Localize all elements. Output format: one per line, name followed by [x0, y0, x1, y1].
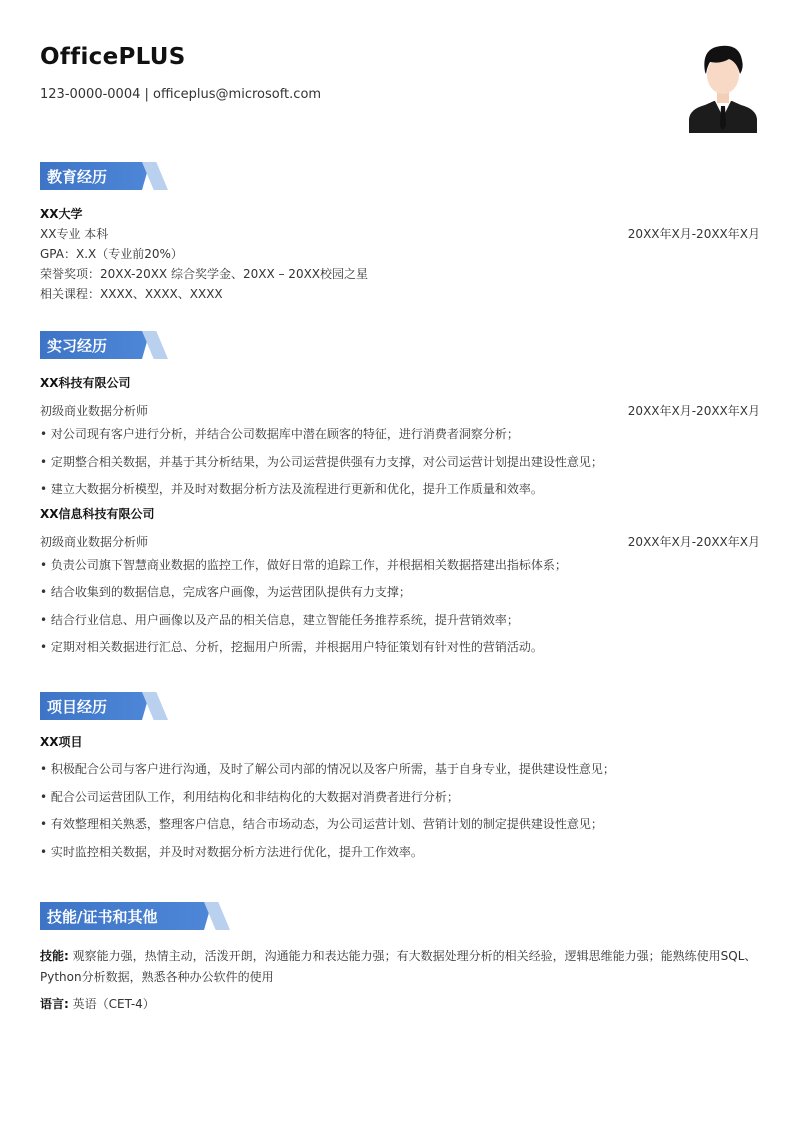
section-header — [40, 162, 760, 190]
company-name: XX信息科技有限公司 — [40, 506, 155, 521]
language-label: 语言: — [40, 997, 69, 1011]
role-line — [40, 532, 760, 552]
major-line — [40, 224, 760, 244]
role-text: 初级商业数据分析师 — [40, 534, 149, 549]
list-item: • 结合收集到的数据信息，完成客户画像，为运营团队提供有力支撑； — [40, 585, 411, 599]
skills-section — [40, 902, 760, 1014]
language-line — [40, 994, 760, 1014]
gpa-line: GPA：X.X（专业前20%） — [40, 247, 183, 261]
section-title: 实习经历 — [47, 337, 108, 355]
role-text: 初级商业数据分析师 — [40, 404, 149, 418]
education-section — [40, 162, 760, 304]
skills-label: 技能: — [40, 949, 69, 963]
section-title: 教育经历 — [47, 168, 108, 186]
list-item: • 对公司现有客户进行分析，并结合公司数据库中潜在顾客的特征，进行消费者洞察分析； — [40, 427, 519, 441]
list-item: • 有效整理相关熟悉，整理客户信息，结合市场动态，为公司运营计划、营销计划的制定提供建设性意见； — [40, 817, 603, 831]
education-date: 20XX年X月-20XX年X月 — [627, 227, 760, 241]
list-item: • 定期对相关数据进行汇总、分析，挖掘用户所需，并根据用户特征策划有针对性的营销活动。 — [40, 640, 543, 654]
list-item: • 配合公司运营团队工作，利用结构化和非结构化的大数据对消费者进行分析； — [40, 789, 459, 804]
list-item: • 积极配合公司与客户进行沟通，及时了解公司内部的情况以及客户所需，基于自身专业，提供建设性意见； — [40, 762, 615, 776]
language-text: 英语（CET-4） — [72, 997, 155, 1011]
project-section — [40, 692, 760, 866]
company-name: XX科技有限公司 — [40, 376, 131, 390]
avatar-icon — [687, 40, 759, 133]
job-date: 20XX年X月-20XX年X月 — [627, 404, 760, 418]
list-item: • 负责公司旗下智慧商业数据的监控工作，做好日常的追踪工作，并根据相关数据搭建出指标体系； — [40, 557, 567, 572]
candidate-name: OfficePLUS — [40, 44, 186, 70]
list-item: • 定期整合相关数据，并基于其分析结果，为公司运营提供强有力支撑，对公司运营计划提出建设性意见； — [40, 454, 603, 469]
section-title: 项目经历 — [47, 698, 108, 716]
contact-info: 123-0000-0004 | officeplus@microsoft.com — [40, 87, 322, 102]
list-item: • 建立大数据分析模型，并及时对数据分析方法及流程进行更新和优化，提升工作质量和效率。 — [40, 482, 543, 496]
section-header — [40, 692, 760, 720]
courses-line: 相关课程：XXXX、XXXX、XXXX — [40, 287, 223, 301]
internship-section — [40, 331, 760, 662]
major-text: XX专业 本科 — [40, 227, 109, 241]
school-name: XX大学 — [40, 207, 83, 221]
section-title: 技能/证书和其他 — [47, 908, 158, 926]
list-item: • 结合行业信息、用户画像以及产品的相关信息，建立智能任务推荐系统，提升营销效率； — [40, 612, 519, 627]
section-header — [40, 902, 760, 930]
section-header — [40, 331, 760, 359]
list-item: • 实时监控相关数据，并及时对数据分析方法进行优化，提升工作效率。 — [40, 844, 423, 859]
job-date: 20XX年X月-20XX年X月 — [627, 534, 760, 549]
role-line — [40, 401, 760, 421]
honors-line: 荣誉奖项：20XX-20XX 综合奖学金、20XX – 20XX校园之星 — [40, 267, 369, 281]
project-name: XX项目 — [40, 735, 83, 749]
skills-line — [40, 946, 760, 988]
skills-text: 观察能力强，热情主动，活泼开朗，沟通能力和表达能力强；有大数据处理分析的相关经验，逻辑思维能力强；能熟练使用SQL、Python分析数据，熟悉各种办公软件的使用 — [40, 949, 757, 984]
